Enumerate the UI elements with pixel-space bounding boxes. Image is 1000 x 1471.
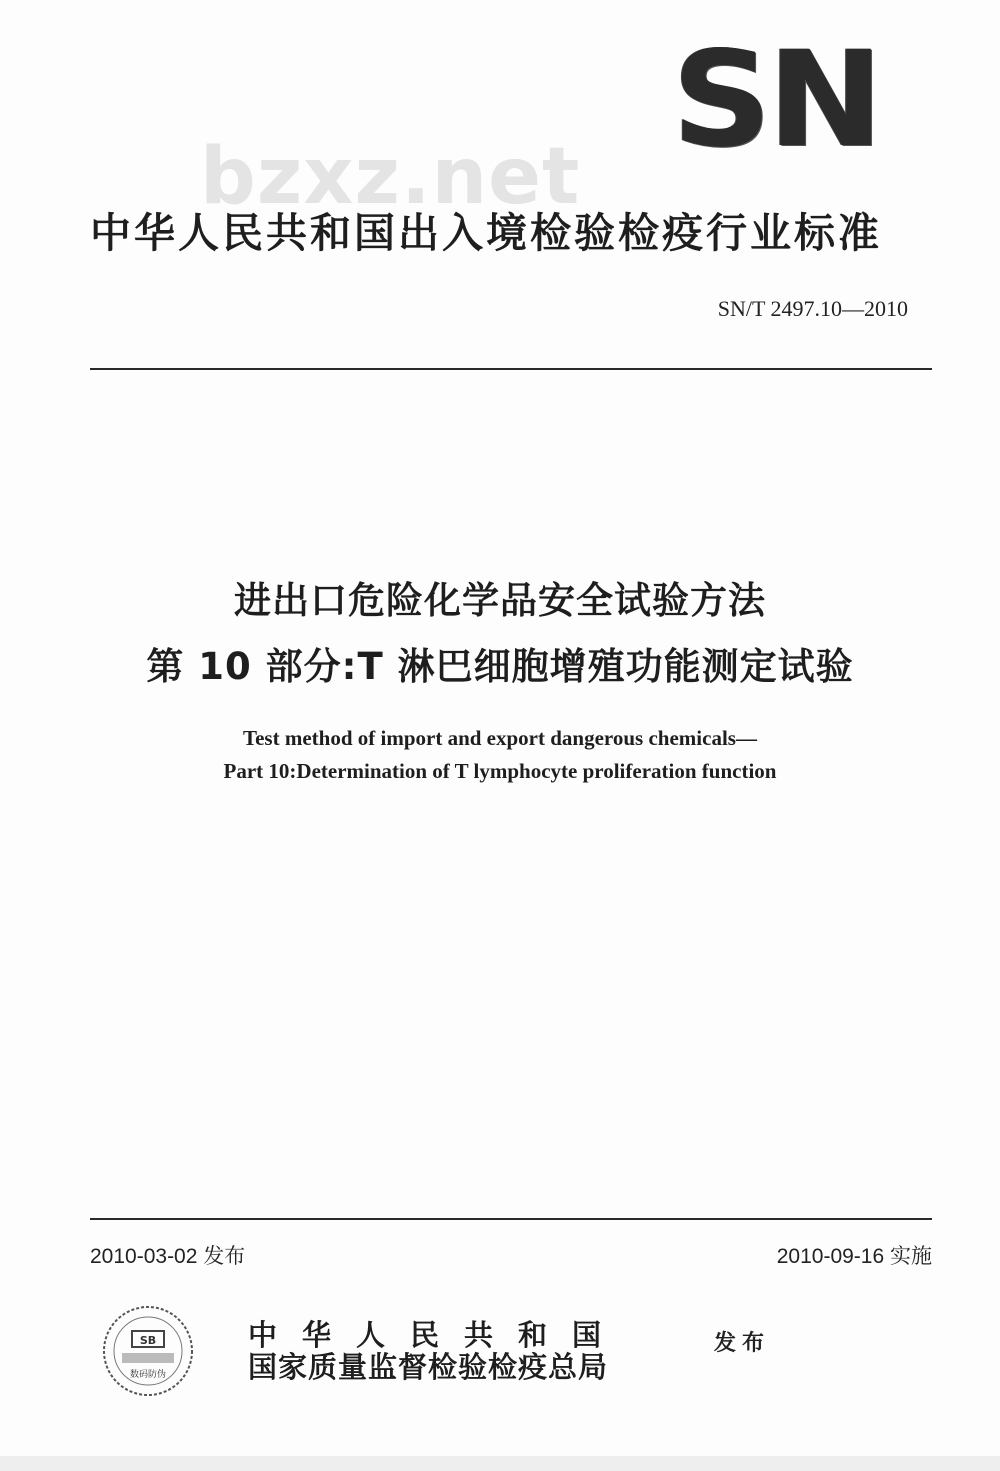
bottom-band [0, 1456, 1000, 1471]
issue-date: 2010-03-02 发布 [90, 1245, 246, 1268]
seal-text: 数码防伪 [129, 1370, 167, 1380]
standard-code: SN/T 2497.10—2010 [717, 296, 908, 321]
chinese-title-line-1: 进出口危险化学品安全试验方法 [234, 579, 766, 622]
org-title: 中华人民共和国出入境检验检疫行业标准 [90, 209, 882, 257]
bottom-divider [90, 1218, 932, 1220]
publish-label: 发布 [714, 1331, 771, 1356]
english-title-line-1: Test method of import and export dangerous chemicals— [243, 726, 757, 750]
chinese-title-line-2: 第 10 部分:T 淋巴细胞增殖功能测定试验 [146, 645, 854, 688]
issuer-line-2: 国家质量监督检验检疫总局 [248, 1350, 609, 1384]
issuer-line-1: 中华人民共和国 [248, 1318, 627, 1352]
top-divider [90, 368, 932, 370]
anti-counterfeit-seal-icon [100, 1303, 196, 1399]
svg-text:SB: SB [139, 1334, 157, 1347]
effective-date: 2010-09-16 实施 [776, 1245, 932, 1268]
watermark: bzxz.net [200, 132, 581, 222]
sn-logo: SN [672, 23, 880, 177]
english-title-line-2: Part 10:Determination of T lymphocyte proliferation function [223, 759, 777, 783]
